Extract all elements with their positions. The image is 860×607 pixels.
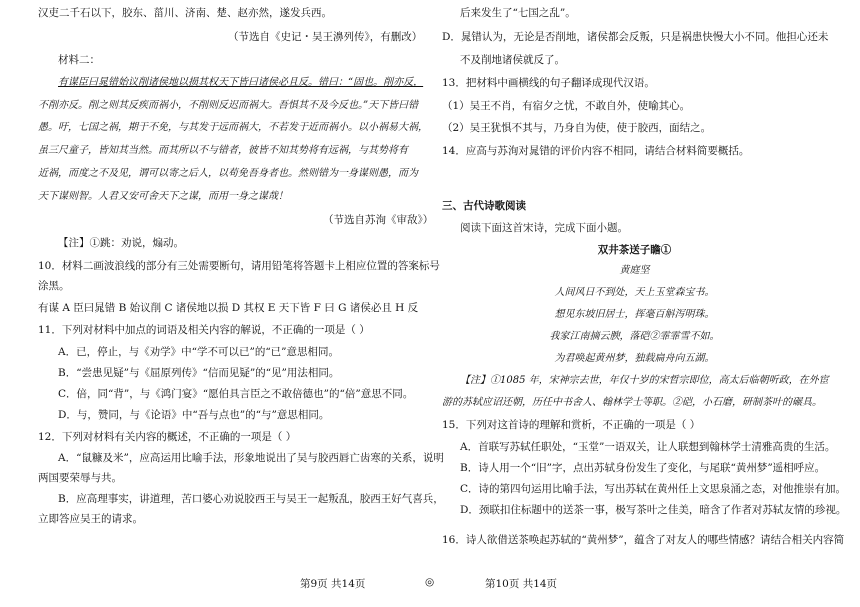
- text-line: 虽三尺童子，皆知其当然。而其所以不与错者，彼皆不知其势将有远祸，与其势将有: [38, 145, 408, 156]
- poem-line: 人间风日不到处，天上玉堂森宝书。: [554, 287, 715, 298]
- sentence-1: （1）吴王不肖，有宿夕之忧，不敢自外，使喻其心。: [442, 100, 691, 112]
- option-d: D．与，赞同，与《论语》中“吾与点也”的“与”意思相同。: [58, 409, 330, 421]
- option-b: B．诗人用一个“旧”字，点出苏轼身份发生了变化，与尾联“黄州梦”遥相呼应。: [460, 462, 826, 474]
- option-a: A．首联写苏轼任职处，“玉堂”一语双关，让人联想到翰林学士清雅高贵的生活。: [460, 441, 836, 453]
- text-line: 有谋臣曰晁错始议削诸侯地以损其权天下皆曰诸侯必且反。错曰：“固也。削亦反，: [58, 77, 424, 88]
- poem-title: 双井茶送子瞻①: [597, 244, 672, 256]
- option-a: A．“鼠糠及米”，应高运用比喻手法，形象地说出了吴与胶西唇亡齿寒的关系，说明: [58, 452, 444, 464]
- option-c: C．倍，同“背”，与《鸿门宴》“愿伯具言臣之不敢倍德也”的“倍”意思不同。: [58, 388, 414, 400]
- text-line: 愚。吁，七国之祸，期于不免，与其发于远而祸大，不若发于近而祸小。以小祸易大祸，: [38, 122, 428, 133]
- question-10: 10．材料二画波浪线的部分有三处需要断句，请用铅笔将答题卡上相应位置的答案标号: [38, 260, 440, 272]
- instruction: 阅读下面这首宋诗，完成下面小题。: [460, 222, 628, 234]
- page-number-right: 第10页 共14页: [485, 578, 558, 590]
- poem-author: 黄庭坚: [619, 265, 650, 276]
- option-b: B．“尝患见疑”与《屈原列传》“信而见疑”的“见”用法相同。: [58, 367, 340, 379]
- option-d: D．颈联扣住标题中的送茶一事，极写茶叶之佳美，暗含了作者对苏轼友情的珍视。: [460, 504, 847, 516]
- text-line: 不削亦反。削之则其反疾而祸小，不削则反迟而祸大。吾惧其不及今反也。”天下皆曰错: [38, 100, 419, 111]
- sentence-2: （2）吴王犹惧不其与，乃身自为使，使于胶西，面结之。: [442, 122, 712, 134]
- question-15: 15．下列对这首诗的理解和赏析，不正确的一项是（ ）: [442, 419, 701, 431]
- text-line: 两国要荣辱与共。: [38, 472, 122, 484]
- question-16: 16．诗人欲借送茶唤起苏轼的“黄州梦”，蕴含了对友人的哪些情感？请结合相关内容简: [442, 534, 845, 546]
- poem-note: 【注】①1085 年，宋神宗去世，年仅十岁的宋哲宗即位，高太后临朝听政，在外宦: [460, 375, 829, 386]
- text-line: 立即答应吴王的请求。: [38, 513, 143, 525]
- poem-line: 想见东坡旧居士，挥毫百斛泻明珠。: [554, 309, 715, 320]
- source-citation: （节选自苏洵《审敌》）: [323, 214, 434, 226]
- text-line: 后来发生了“七国之乱”。: [460, 7, 576, 19]
- question-12: 12．下列对材料有关内容的概述，不正确的一项是（ ）: [38, 431, 297, 443]
- question-11: 11．下列对材料中加点的词语及相关内容的解说，不正确的一项是（ ）: [38, 324, 370, 336]
- center-symbol: ◎: [425, 576, 435, 588]
- source-citation: （节选自《史记・吴王濞列传》，有删改）: [228, 31, 423, 43]
- text-line: 不及削地诸侯就反了。: [460, 54, 565, 66]
- text-line: 近祸，而度之不及见，谓可以寄之后人，以苟免吾身者也。然则错为一身谋则愚，而为: [38, 168, 418, 179]
- question-13: 13．把材料中画横线的句子翻译成现代汉语。: [442, 77, 655, 89]
- poem-line: 为君唤起黄州梦，独载扁舟向五湖。: [554, 353, 715, 364]
- material-heading: 材料二：: [58, 54, 100, 66]
- text-line: 涂黑。: [38, 280, 70, 292]
- note: 【注】①跳：劝说，煽动。: [58, 237, 184, 249]
- option-d: D．晁错认为，无论是否削地，诸侯都会反叛，只是祸患快慢大小不同。他担心还未: [442, 31, 829, 43]
- poem-note: 游的苏轼应诏还朝，历任中书舍人、翰林学士等职。②硙，小石磨，研制茶叶的碾具。: [442, 397, 822, 408]
- option-b: B．应高理事实，讲道理，苦口婆心劝说胶西王与吴王一起叛乱，胶西王好气喜兵，: [58, 493, 444, 505]
- text-line: 汉吏二千石以下，胶东、菑川、济南、楚、赵亦然，遂发兵西。: [38, 7, 332, 19]
- answer-options-line: 有谋 A 臣曰晁错 B 始议削 C 诸侯地以损 D 其权 E 天下皆 F 曰 G 诸侯必且 H 反: [38, 302, 419, 314]
- poem-line: 我家江南摘云腴，落硙②霏霏雪不如。: [549, 331, 720, 342]
- section-heading: 三、古代诗歌阅读: [442, 200, 526, 212]
- text-line: 天下谋则智。人君又安可舍天下之谋，而用一身之谋哉！: [38, 191, 288, 202]
- page-number-left: 第9页 共14页: [300, 578, 366, 590]
- question-14: 14．应高与苏洵对晁错的评价内容不相同，请结合材料简要概括。: [442, 145, 750, 157]
- option-a: A．已，停止，与《劝学》中“学不可以已”的“已”意思相同。: [58, 346, 340, 358]
- option-c: C．诗的第四句运用比喻手法，写出苏轼在黄州任上文思泉涌之态，对他推崇有加。: [460, 483, 847, 495]
